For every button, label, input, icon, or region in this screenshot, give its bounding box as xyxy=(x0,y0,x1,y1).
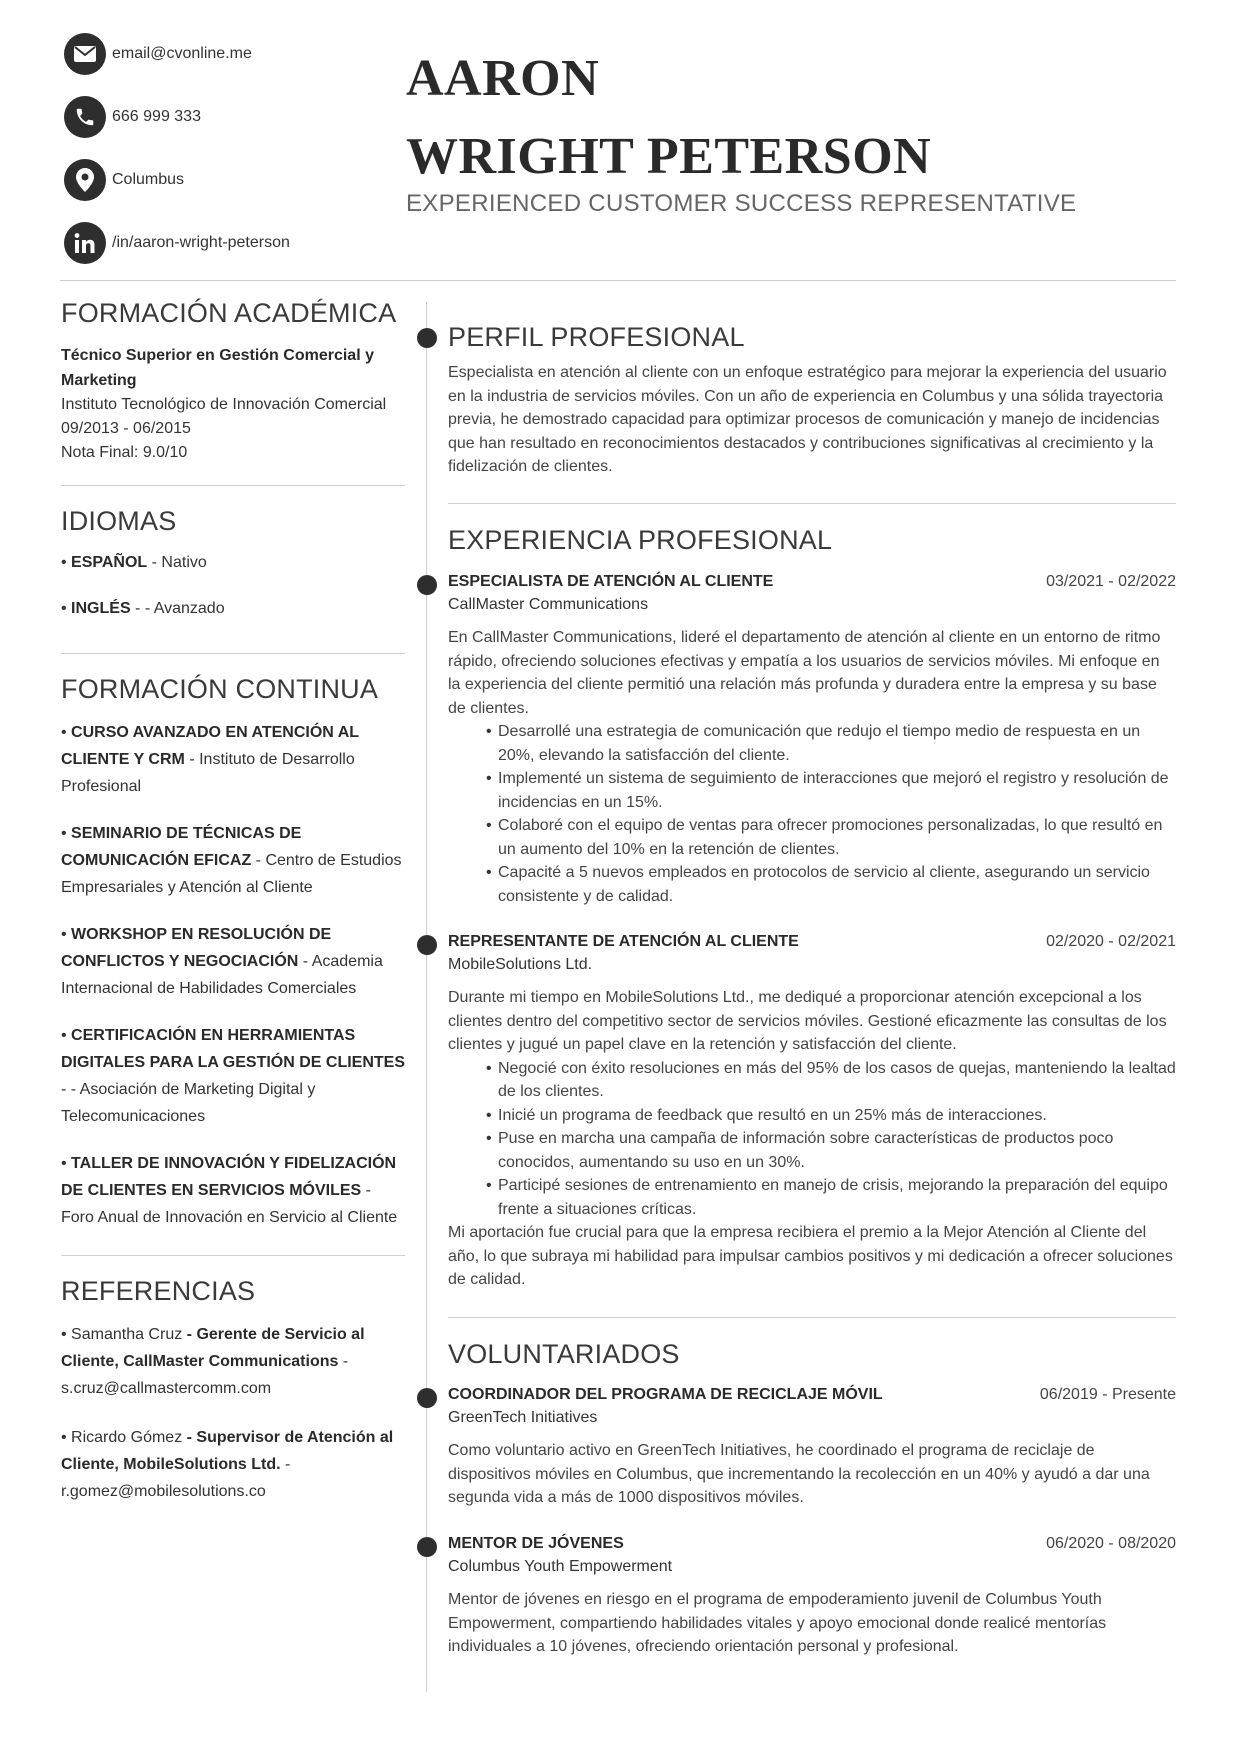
volunteer-description: Mentor de jóvenes en riesgo en el programa de empoderamiento juvenil de Columbus Youth Empowerment, compartiendo habilidades vitales y apoyo emocional donde realicé mentorías individuales a 10 jóvenes, ofreciendo orientación personal y profesional. xyxy=(448,1591,1107,1655)
experience-title: EXPERIENCIA PROFESIONAL xyxy=(448,525,833,555)
achievement-item: • Negocié con éxito resoluciones en más del 95% de los casos de quejas, manteniendo la lealtad de los clientes. xyxy=(486,1057,1176,1104)
course-org: - Academia Internacional de Habilidades Comerciales xyxy=(61,953,383,997)
education-dates: 09/2013 - 06/2015 xyxy=(61,420,191,437)
section-divider xyxy=(448,1317,1176,1318)
course-org: - Instituto de Desarrollo Profesional xyxy=(61,751,355,795)
contact-phone-text[interactable]: 666 999 333 xyxy=(112,108,201,125)
language-level: - - Avanzado xyxy=(130,600,225,617)
volunteer-role: COORDINADOR DEL PROGRAMA DE RECICLAJE MÓVIL xyxy=(448,1386,883,1403)
experience-item xyxy=(448,933,1176,1292)
achievement-item: • Puse en marcha una campaña de información sobre características de productos poco conocidos, aumentando su uso en un 30%. xyxy=(486,1127,1176,1174)
job-role: REPRESENTANTE DE ATENCIÓN AL CLIENTE xyxy=(448,933,799,950)
contact-email xyxy=(64,34,394,74)
profile-title: PERFIL PROFESIONAL xyxy=(448,322,745,352)
courses-section xyxy=(61,674,405,1256)
name-line-2: WRIGHT PETERSON xyxy=(406,128,932,185)
course-item: • WORKSHOP EN RESOLUCIÓN DE CONFLICTOS Y NEGOCIACIÓN - Academia Internacional de Habilidades Comerciales xyxy=(61,926,383,997)
reference-item: • Ricardo Gómez - Supervisor de Atención al Cliente, MobileSolutions Ltd. - r.gomez@mobilesolutions.co xyxy=(61,1429,394,1500)
volunteer-header xyxy=(448,1535,1176,1553)
course-org: - Centro de Estudios Empresariales y Atención al Cliente xyxy=(61,852,402,896)
references-section xyxy=(61,1276,405,1547)
volunteer-description: Como voluntario activo en GreenTech Initiatives, he coordinado el programa de reciclaje de dispositivos móviles en Columbus, que incrementando la recolección en un 40% y ayudó a dar una segunda vida a más de 1000 dispositivos móviles. xyxy=(448,1442,1150,1506)
job-description: Durante mi tiempo en MobileSolutions Ltd., me dediqué a proporcionar atención excepcional a los clientes dentro del competitivo sector de servicios móviles. Gestioné eficazmente las consultas de los clientes y jugué un papel clave en la retención y satisfacción del cliente. xyxy=(448,989,1167,1053)
linkedin-icon xyxy=(64,222,106,264)
timeline-dot xyxy=(417,1537,437,1557)
course-org: - Foro Anual de Innovación en Servicio al Cliente xyxy=(61,1182,398,1226)
course-item: • CERTIFICACIÓN EN HERRAMIENTAS DIGITALES PARA LA GESTIÓN DE CLIENTES - - Asociación de Marketing Digital y Telecomunicaciones xyxy=(61,1027,406,1125)
profile-text: Especialista en atención al cliente con un enfoque estratégico para mejorar la experiencia del usuario en la industria de servicios móviles. Con un año de experiencia en Columbus y una sólida trayectoria previa, he demostrado capacidad para optimizar procesos de comunicación y manejo de incidencias que han resultado en reconocimientos destacados y contribuciones significativas al crecimiento y la fidelización de clientes. xyxy=(448,364,1167,475)
education-section xyxy=(61,298,405,486)
contact-linkedin xyxy=(64,223,394,263)
reference-contact: - s.cruz@callmastercomm.com xyxy=(61,1353,349,1397)
timeline-dot xyxy=(417,935,437,955)
course-name: TALLER DE INNOVACIÓN Y FIDELIZACIÓN DE CLIENTES EN SERVICIOS MÓVILES xyxy=(61,1155,397,1199)
education-degree: Técnico Superior en Gestión Comercial y Marketing xyxy=(61,347,374,389)
volunteer-dates: 06/2020 - 08/2020 xyxy=(1046,1535,1176,1552)
education-title: FORMACIÓN ACADÉMICA xyxy=(61,298,397,328)
achievement-item: • Implementé un sistema de seguimiento de interacciones que mejoró el registro y resolución de incidencias en un 15%. xyxy=(486,767,1176,814)
reference-role: - Supervisor de Atención al Cliente, MobileSolutions Ltd. xyxy=(61,1429,394,1473)
contact-location xyxy=(64,160,394,200)
achievement-item: • Inicié un programa de feedback que resultó en un 25% más de interacciones. xyxy=(486,1104,1176,1128)
education-institution: Instituto Tecnológico de Innovación Comercial xyxy=(61,396,387,413)
phone-icon xyxy=(64,96,106,138)
achievement-item: • Capacité a 5 nuevos empleados en protocolos de servicio al cliente, asegurando un servicio consistente y de calidad. xyxy=(486,861,1176,908)
reference-name: Samantha Cruz xyxy=(71,1326,183,1343)
languages-title: IDIOMAS xyxy=(61,506,177,536)
references-title: REFERENCIAS xyxy=(61,1276,256,1306)
job-achievements xyxy=(486,1057,1176,1222)
language-item: • ESPAÑOL - Nativo xyxy=(61,554,207,571)
job-header xyxy=(448,933,1176,951)
left-column xyxy=(61,298,405,1567)
course-org: - - Asociación de Marketing Digital y Telecomunicaciones xyxy=(61,1081,316,1125)
course-name: CERTIFICACIÓN EN HERRAMIENTAS DIGITALES PARA LA GESTIÓN DE CLIENTES xyxy=(61,1027,406,1071)
course-item: • CURSO AVANZADO EN ATENCIÓN AL CLIENTE Y CRM - Instituto de Desarrollo Profesional xyxy=(61,724,359,795)
name-line-1: AARON xyxy=(406,50,600,107)
job-achievements xyxy=(486,720,1176,908)
contact-linkedin-text[interactable]: /in/aaron-wright-peterson xyxy=(112,234,290,251)
reference-contact: - r.gomez@mobilesolutions.co xyxy=(61,1456,291,1500)
languages-section xyxy=(61,506,405,654)
volunteer-item xyxy=(448,1386,1176,1510)
course-item: • SEMINARIO DE TÉCNICAS DE COMUNICACIÓN EFICAZ - Centro de Estudios Empresariales y Atención al Cliente xyxy=(61,825,402,896)
profile-section xyxy=(448,322,1176,479)
email-icon xyxy=(64,33,106,75)
course-item: • TALLER DE INNOVACIÓN Y FIDELIZACIÓN DE CLIENTES EN SERVICIOS MÓVILES - Foro Anual de Innovación en Servicio al Cliente xyxy=(61,1155,398,1226)
job-header xyxy=(448,573,1176,591)
timeline-dot xyxy=(417,1388,437,1408)
job-title: EXPERIENCED CUSTOMER SUCCESS REPRESENTATIVE xyxy=(406,190,1077,217)
job-outro: Mi aportación fue crucial para que la empresa recibiera el premio a la Mejor Atención al Cliente del año, lo que subraya mi habilidad para impulsar cambios positivos y mi dedicación a ofrecer soluciones de calidad. xyxy=(448,1224,1173,1288)
job-dates: 02/2020 - 02/2021 xyxy=(1046,933,1176,950)
volunteer-org: GreenTech Initiatives xyxy=(448,1409,598,1426)
contact-location-text: Columbus xyxy=(112,171,185,188)
header-divider xyxy=(60,280,1176,281)
volunteering-section xyxy=(448,1339,1176,1370)
location-icon xyxy=(64,159,106,201)
job-description: En CallMaster Communications, lideré el departamento de atención al cliente en un entorno de ritmo rápido, ofreciendo soluciones efectivas y empatía a los usuarios de servicios móviles. Mi enfoque en la experiencia del cliente permitió una relación más profunda y duradera entre la empresa y su base de clientes. xyxy=(448,629,1161,717)
volunteer-role: MENTOR DE JÓVENES xyxy=(448,1535,624,1552)
achievement-item: • Desarrollé una estrategia de comunicación que redujo el tiempo medio de respuesta en un 20%, elevando la satisfacción del cliente. xyxy=(486,720,1176,767)
reference-role: - Gerente de Servicio al Cliente, CallMaster Communications xyxy=(61,1326,365,1370)
achievement-item: • Colaboré con el equipo de ventas para ofrecer promociones personalizadas, lo que resultó en un aumento del 10% en la retención de clientes. xyxy=(486,814,1176,861)
contact-block xyxy=(64,34,394,286)
volunteer-org: Columbus Youth Empowerment xyxy=(448,1558,673,1575)
course-name: CURSO AVANZADO EN ATENCIÓN AL CLIENTE Y CRM xyxy=(61,724,359,768)
courses-title: FORMACIÓN CONTINUA xyxy=(61,674,379,704)
language-level: - Nativo xyxy=(147,554,207,571)
language-name: ESPAÑOL xyxy=(71,554,148,571)
job-company: CallMaster Communications xyxy=(448,596,649,613)
contact-email-text[interactable]: email@cvonline.me xyxy=(112,45,252,62)
language-name: INGLÉS xyxy=(71,600,131,617)
job-dates: 03/2021 - 02/2022 xyxy=(1046,573,1176,590)
volunteering-title: VOLUNTARIADOS xyxy=(448,1339,680,1369)
experience-section xyxy=(448,525,1176,556)
reference-item: • Samantha Cruz - Gerente de Servicio al Cliente, CallMaster Communications - s.cruz@callmastercomm.com xyxy=(61,1326,365,1397)
job-company: MobileSolutions Ltd. xyxy=(448,956,593,973)
experience-item xyxy=(448,573,1176,908)
timeline-dot xyxy=(417,328,437,348)
course-name: WORKSHOP EN RESOLUCIÓN DE CONFLICTOS Y NEGOCIACIÓN xyxy=(61,926,332,970)
contact-phone xyxy=(64,97,394,137)
reference-name: Ricardo Gómez xyxy=(71,1429,183,1446)
candidate-name xyxy=(406,40,931,196)
job-role: ESPECIALISTA DE ATENCIÓN AL CLIENTE xyxy=(448,573,774,590)
timeline-line xyxy=(426,302,427,1692)
volunteer-header xyxy=(448,1386,1176,1404)
education-grade: Nota Final: 9.0/10 xyxy=(61,444,188,461)
volunteer-item xyxy=(448,1535,1176,1659)
section-divider xyxy=(448,503,1176,504)
timeline-dot xyxy=(417,575,437,595)
volunteer-dates: 06/2019 - Presente xyxy=(1039,1386,1176,1403)
course-name: SEMINARIO DE TÉCNICAS DE COMUNICACIÓN EFICAZ xyxy=(61,825,302,869)
language-item: • INGLÉS - - Avanzado xyxy=(61,600,225,617)
achievement-item: • Participé sesiones de entrenamiento en manejo de crisis, mejorando la preparación del equipo frente a situaciones críticas. xyxy=(486,1174,1176,1221)
